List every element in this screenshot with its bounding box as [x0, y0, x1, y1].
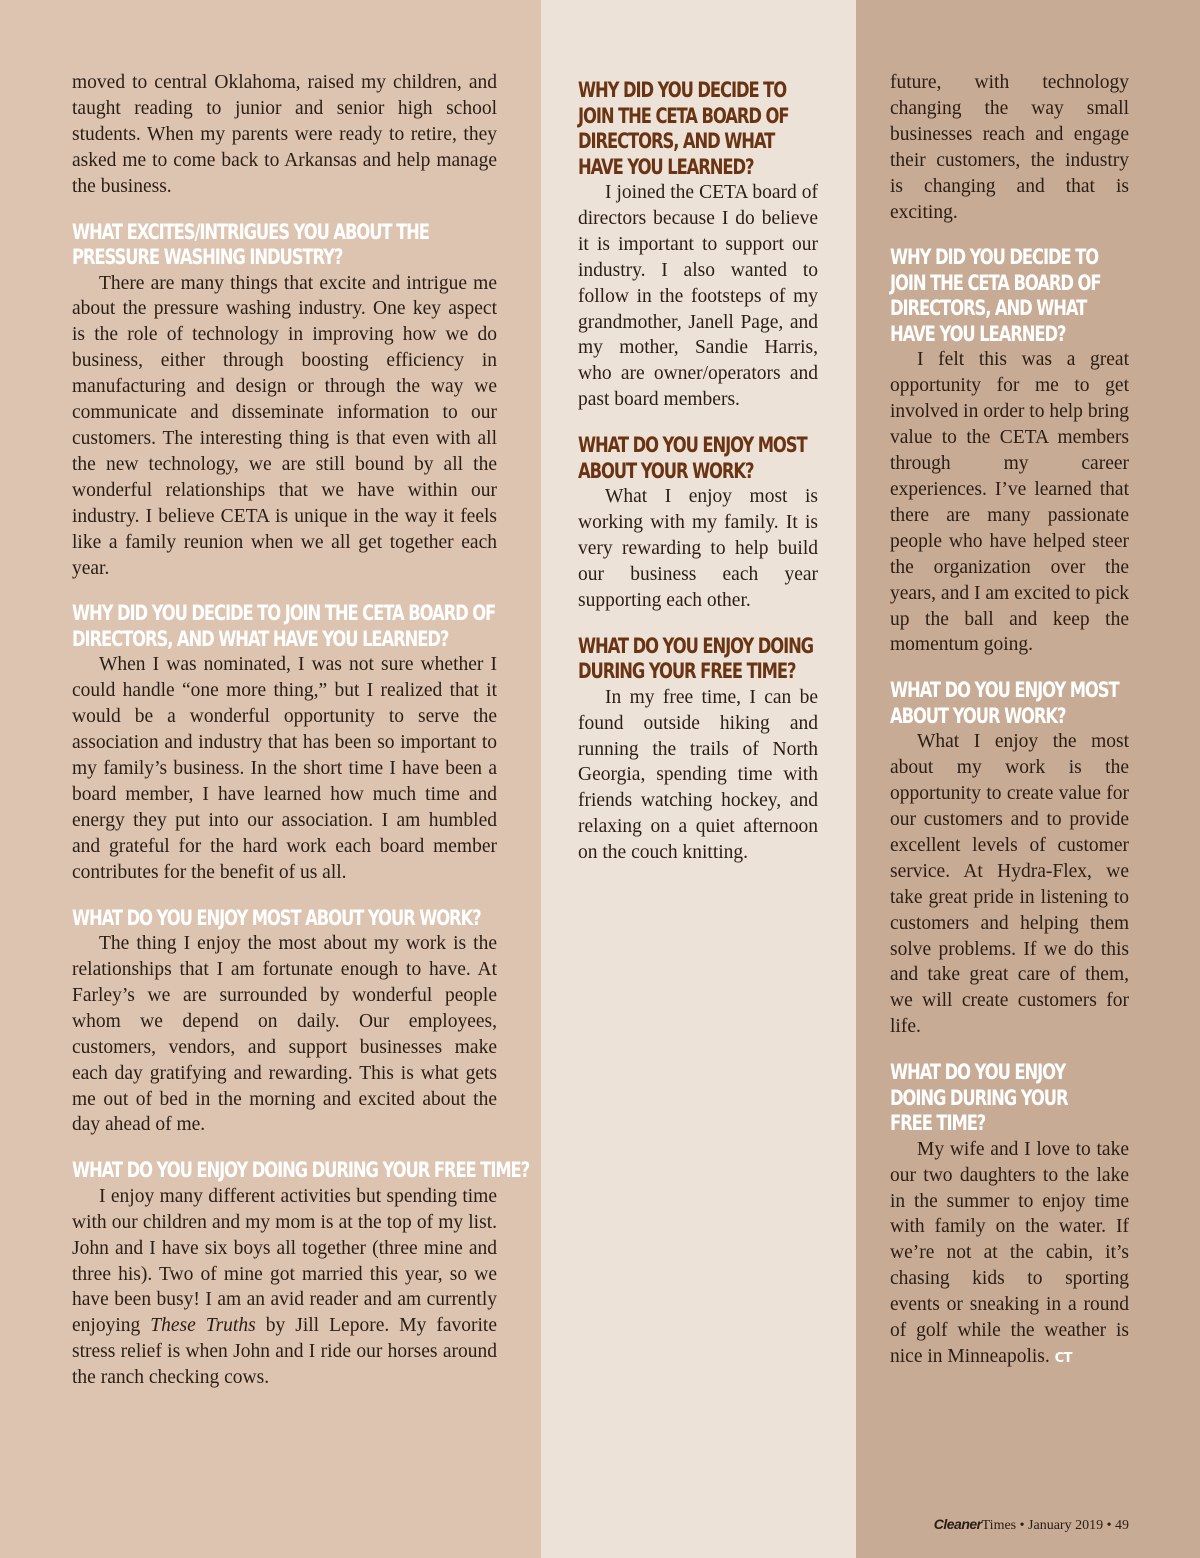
left-answer-2: When I was nominated, I was not sure whether I could handle “one more thing,” but I realized that it would be a wonderful opportunity to serve the association and industry that has been so important to my family’s business. In the short time I have been a board member, I have learned how much time and energy they put into our association. I am humbled and grateful for the hard work each board member contributes for the benefit of us all. [72, 654, 497, 883]
right-q1-line3: DIRECTORS, AND WHAT [890, 296, 1087, 321]
footer-brand-2: Times [981, 1518, 1017, 1533]
left-answer-4 [72, 1184, 497, 1391]
middle-answer-3: In my free time, I can be found outside hiking and running the trails of North Georgia, spending time with friends watching hockey, and relaxing on a quiet afternoon on the couch knitting. [578, 686, 818, 864]
middle-q2-line1: WHAT DO YOU ENJOY MOST [578, 433, 807, 458]
left-question-4 [72, 1158, 530, 1184]
middle-answer-1: I joined the CETA board of directors because I do believe it is important to support our industry. I also wanted to follow in the footsteps of my grandmother, Janell Page, and my mother, Sandie Harris, who are owner/operators and past board members. [578, 182, 818, 411]
middle-q3-line1: WHAT DO YOU ENJOY DOING [578, 633, 814, 658]
page-number: 49 [1115, 1518, 1129, 1533]
end-mark: CT [1054, 1350, 1073, 1366]
middle-question-3 [578, 634, 818, 685]
right-answer-2: What I enjoy the most about my work is the opportunity to create value for our customers and to provide excellent levels of customer service. At Hydra-Flex, we take great pride in listening to customers and helping them solve problems. If we do this and take great care of them, we will create customers for life. [890, 731, 1129, 1038]
middle-answer-2: What I enjoy most is working with my family. It is very rewarding to help build our business each year supporting each other. [578, 486, 818, 611]
middle-q1-line4: HAVE YOU LEARNED? [578, 154, 754, 179]
right-q2-line2: ABOUT YOUR WORK? [890, 703, 1066, 728]
middle-q1-line2: JOIN THE CETA BOARD OF [578, 103, 789, 128]
footer-brand: Cleaner [933, 1516, 982, 1532]
right-question-1 [890, 245, 1129, 347]
left-question-2 [72, 601, 497, 652]
right-question-2 [890, 678, 1129, 729]
left-answer-4-text-a: I enjoy many different activities but spending time with our children and my mom is at the top of my list. John and I have six boys all together (three mine and three his). Two of mine got married this year, so we have been busy! I am an avid reader and am currently enjoying [72, 1185, 497, 1337]
left-answer-1: There are many things that excite and intrigue me about the pressure washing industry. One key aspect is the role of technology in improving how we do business, either through boosting efficiency in manufacturing and design or through the way we communicate and disseminate information to our customers. The interesting thing is that even with all the new technology, we are still bound by all the wonderful relationships that we have within our industry. I believe CETA is unique in the way it feels like a family reunion when we all get together each year. [72, 272, 497, 579]
middle-q2-line2: ABOUT YOUR WORK? [578, 458, 754, 483]
left-intro-paragraph: moved to central Oklahoma, raised my children, and taught reading to junior and senior high school students. When my parents were ready to retire, they asked me to come back to Arkansas and help manage the business. [72, 72, 497, 197]
left-question-1 [72, 220, 497, 271]
right-question-3 [890, 1060, 1129, 1137]
middle-question-2 [578, 433, 818, 484]
right-q3-line1: WHAT DO YOU ENJOY [890, 1060, 1066, 1085]
right-q3-line2: DOING DURING YOUR [890, 1085, 1068, 1110]
middle-q3-line2: DURING YOUR FREE TIME? [578, 659, 796, 684]
footer-separator-1: • [1019, 1518, 1025, 1533]
left-answer-4-text-b: by Jill Lepore. My favorite stress relief is when John and I ride our horses around the ranch checking cows. [72, 1315, 498, 1389]
footer-separator-2: • [1106, 1518, 1112, 1533]
left-q2-line1: WHY DID YOU DECIDE TO JOIN THE CETA BOARD OF [72, 601, 496, 626]
left-q4-line1: WHAT DO YOU ENJOY DOING DURING YOUR FREE TIME? [72, 1158, 530, 1183]
right-q1-line2: JOIN THE CETA BOARD OF [890, 270, 1101, 295]
right-q1-line1: WHY DID YOU DECIDE TO [890, 245, 1099, 270]
book-title: These Truths [150, 1315, 256, 1337]
left-q1-line1: WHAT EXCITES/INTRIGUES YOU ABOUT THE [72, 219, 429, 244]
middle-q1-line1: WHY DID YOU DECIDE TO [578, 78, 787, 102]
left-column [0, 0, 541, 1558]
left-q2-line2: DIRECTORS, AND WHAT HAVE YOU LEARNED? [72, 626, 449, 651]
left-answer-3: The thing I enjoy the most about my work is the relationships that I am fortunate enough to have. At Farley’s we are surrounded by wonderful people whom we depend on daily. Our employees, customers, vendors, and support businesses make each day gratifying and rewarding. This is what gets me out of bed in the morning and excited about the day ahead of me. [72, 933, 497, 1136]
right-answer-3-text: My wife and I love to take our two daughters to the lake in the summer to enjoy time with family on the water. If we’re not at the cabin, it’s chasing kids to sporting events or sneaking in a round of golf while the weather is nice in Minneapolis. [890, 1138, 1129, 1367]
footer-date: January 2019 [1028, 1518, 1104, 1533]
right-intro-paragraph: future, with technology changing the way small businesses reach and engage their customers, the industry is changing and that is exciting. [890, 72, 1129, 223]
page-footer [934, 1516, 1129, 1534]
right-column [856, 0, 1200, 1558]
right-q1-line4: HAVE YOU LEARNED? [890, 321, 1066, 346]
middle-question-1 [578, 78, 818, 180]
middle-q1-line3: DIRECTORS, AND WHAT [578, 129, 775, 153]
left-q1-line2: PRESSURE WASHING INDUSTRY? [72, 245, 343, 270]
left-question-3 [72, 906, 497, 932]
middle-column [541, 0, 856, 1558]
right-answer-1: I felt this was a great opportunity for me to get involved in order to help bring value to the CETA members through my career experiences. I’ve learned that there are many passionate people who have helped steer the organization over the years, and I am excited to pick up the ball and keep the momentum going. [890, 349, 1129, 656]
right-q2-line1: WHAT DO YOU ENJOY MOST [890, 678, 1119, 703]
right-q3-line3: FREE TIME? [890, 1111, 986, 1136]
left-q3-line1: WHAT DO YOU ENJOY MOST ABOUT YOUR WORK? [72, 905, 481, 930]
right-answer-3 [890, 1137, 1129, 1372]
